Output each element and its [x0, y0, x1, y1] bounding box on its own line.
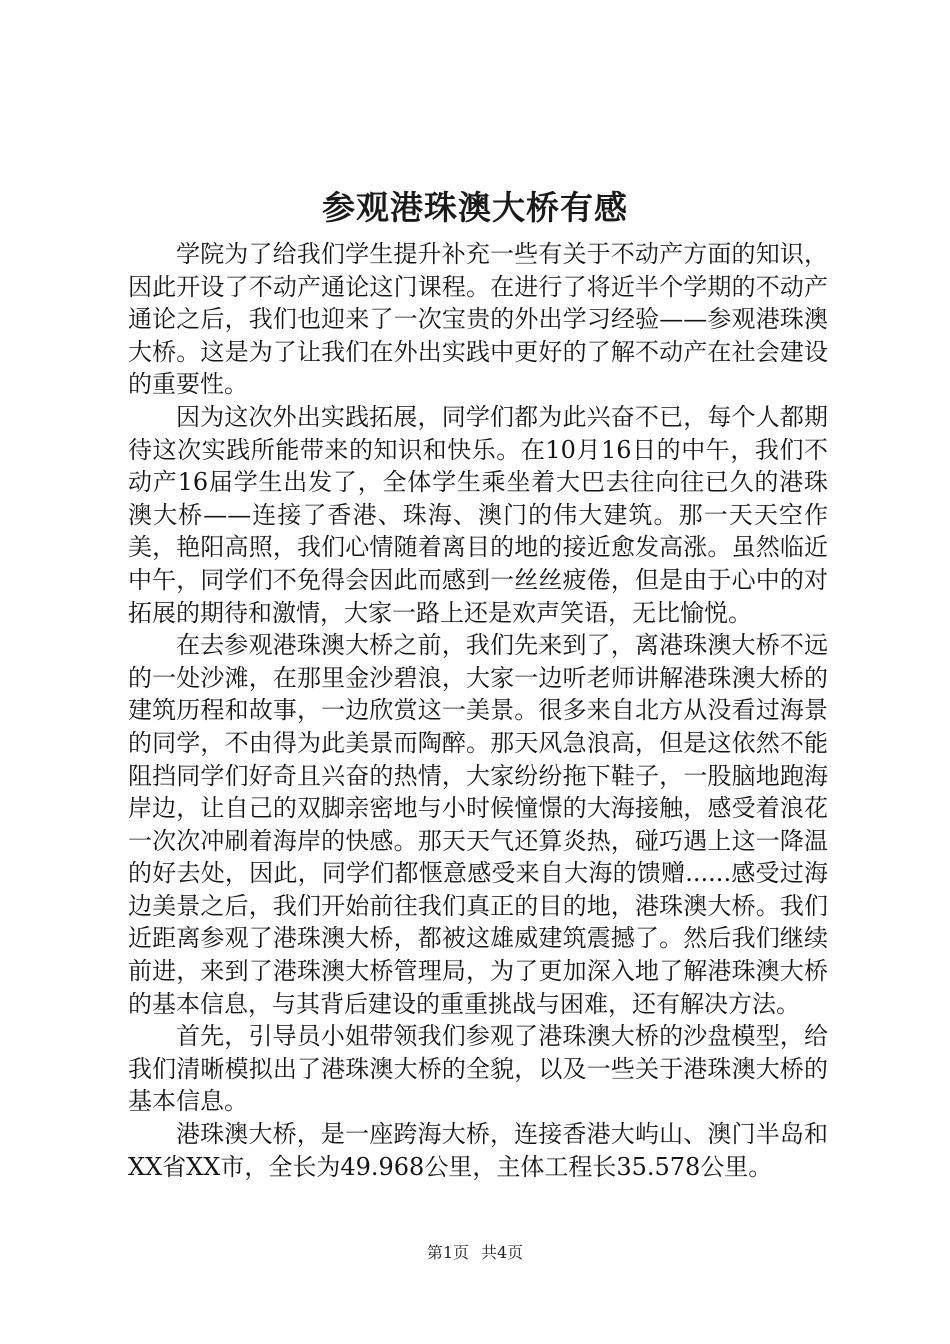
page-number: 第1页: [426, 1243, 469, 1262]
paragraph: 港珠澳大桥，是一座跨海大桥，连接香港大屿山、澳门半岛和XX省XX市，全长为49.968公里，主体工程长35.578公里。: [128, 1120, 828, 1181]
page-total: 共4页: [481, 1243, 524, 1262]
paragraph: 学院为了给我们学生提升补充一些有关于不动产方面的知识，因此开设了不动产通论这门课程。在进行了将近半个学期的不动产通论之后，我们也迎来了一次宝贵的外出学习经验——参观港珠澳大桥。这是为了让我们在外出实践中更好的了解不动产在社会建设的重要性。: [128, 240, 828, 399]
paragraph: 首先，引导员小姐带领我们参观了港珠澳大桥的沙盘模型，给我们清晰模拟出了港珠澳大桥的全貌，以及一些关于港珠澳大桥的基本信息。: [128, 1022, 828, 1116]
document-body: [128, 238, 828, 1183]
document-title: 参观港珠澳大桥有感: [322, 188, 628, 227]
page-footer: [0, 1242, 950, 1264]
paragraph: 因为这次外出实践拓展，同学们都为此兴奋不已，每个人都期待这次实践所能带来的知识和快乐。在10月16日的中午，我们不动产16届学生出发了，全体学生乘坐着大巴去往向往已久的港珠澳大桥——连接了香港、珠海、澳门的伟大建筑。那一天天空作美，艳阳高照，我们心情随着离目的地的接近愈发高涨。虽然临近中午，同学们不免得会因此而感到一丝丝疲倦，但是由于心中的对拓展的期待和激情，大家一路上还是欢声笑语，无比愉悦。: [128, 402, 828, 627]
paragraph: 在去参观港珠澳大桥之前，我们先来到了，离港珠澳大桥不远的一处沙滩，在那里金沙碧浪，大家一边听老师讲解港珠澳大桥的建筑历程和故事，一边欣赏这一美景。很多来自北方从没看过海景的同学，不由得为此美景而陶醉。那天风急浪高，但是这依然不能阻挡同学们好奇且兴奋的热情，大家纷纷拖下鞋子，一股脑地跑海岸边，让自己的双脚亲密地与小时候憧憬的大海接触，感受着浪花一次次冲刷着海岸的快感。那天天气还算炎热，碰巧遇上这一降温的好去处，因此，同学们都惬意感受来自大海的馈赠......感受过海边美景之后，我们开始前往我们真正的目的地，港珠澳大桥。我们近距离参观了港珠澳大桥，都被这雄威建筑震撼了。然后我们继续前进，来到了港珠澳大桥管理局，为了更加深入地了解港珠澳大桥的基本信息，与其背后建设的重重挑战与困难，还有解决方法。: [128, 631, 828, 1018]
